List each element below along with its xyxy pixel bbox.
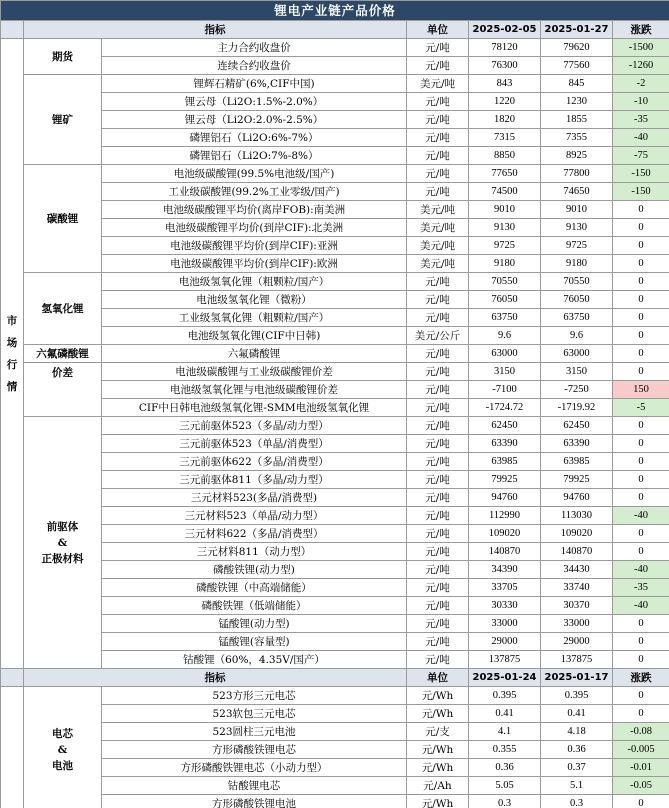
change-value: 0 — [613, 255, 669, 273]
change-value: -150 — [613, 165, 669, 183]
value-previous: 33740 — [541, 579, 613, 597]
header-blank — [1, 669, 24, 687]
table-row — [1, 291, 669, 309]
table-row — [1, 615, 669, 633]
change-value: -150 — [613, 183, 669, 201]
value-current: 140870 — [469, 543, 541, 561]
table-row — [1, 741, 669, 759]
change-value: -5 — [613, 399, 669, 417]
change-value: 0 — [613, 705, 669, 723]
change-value: 0 — [613, 489, 669, 507]
unit: 元/吨 — [407, 111, 469, 129]
indicator-name: 电池级碳酸锂(99.5%电池级/国产) — [102, 165, 407, 183]
unit: 元/吨 — [407, 489, 469, 507]
unit: 元/吨 — [407, 381, 469, 399]
indicator-name: 三元前驱体523（单晶/消费型） — [102, 435, 407, 453]
value-current: 9180 — [469, 255, 541, 273]
value-previous: 63000 — [541, 345, 613, 363]
value-previous: 70550 — [541, 273, 613, 291]
change-value: 0 — [613, 435, 669, 453]
indicator-name: 锰酸锂(容量型) — [102, 633, 407, 651]
value-previous: 0.36 — [541, 741, 613, 759]
value-previous: 140870 — [541, 543, 613, 561]
indicator-name: 钴酸锂电芯 — [102, 777, 407, 795]
unit: 元/吨 — [407, 345, 469, 363]
table-row — [1, 687, 669, 705]
unit: 美元/吨 — [407, 237, 469, 255]
value-previous: 113030 — [541, 507, 613, 525]
change-value: 0 — [613, 795, 669, 808]
value-current: 7315 — [469, 129, 541, 147]
value-current: 9725 — [469, 237, 541, 255]
value-previous: 9725 — [541, 237, 613, 255]
value-current: 0.36 — [469, 759, 541, 777]
indicator-name: 工业级碳酸锂(99.2%工业零级/国产) — [102, 183, 407, 201]
change-value: -35 — [613, 111, 669, 129]
table-row — [1, 381, 669, 399]
indicator-name: 三元前驱体811（多晶/动力型） — [102, 471, 407, 489]
value-previous: 0.37 — [541, 759, 613, 777]
value-previous: 30370 — [541, 597, 613, 615]
indicator-name: 三元材料523(多晶/消费型) — [102, 489, 407, 507]
value-current: 63000 — [469, 345, 541, 363]
indicator-name: 电池级碳酸锂平均价(到岸CIF):北美洲 — [102, 219, 407, 237]
value-previous: -7250 — [541, 381, 613, 399]
table-row — [1, 651, 669, 669]
indicator-name: 钴酸锂（60%，4.35V/国产） — [102, 651, 407, 669]
indicator-name: 三元材料811（动力型） — [102, 543, 407, 561]
value-current: 30330 — [469, 597, 541, 615]
indicator-name: 锰酸锂(动力型) — [102, 615, 407, 633]
value-current: 77650 — [469, 165, 541, 183]
indicator-name: 电池级氢氧化锂(CIF中日韩) — [102, 327, 407, 345]
group-label: 期货 — [24, 39, 102, 75]
group-label: 价差 — [24, 363, 102, 417]
header-date-previous: 2025-01-17 — [541, 669, 613, 687]
value-previous: 1855 — [541, 111, 613, 129]
group-label-line: 电芯 — [52, 727, 73, 740]
value-current: 4.1 — [469, 723, 541, 741]
value-previous: 109020 — [541, 525, 613, 543]
value-previous: 0.41 — [541, 705, 613, 723]
table-row — [1, 165, 669, 183]
header-row-2 — [1, 669, 669, 687]
indicator-name: 磷酸铁锂(动力型) — [102, 561, 407, 579]
value-current: 0.41 — [469, 705, 541, 723]
table-row — [1, 489, 669, 507]
market-label-char: 市 — [6, 314, 18, 327]
change-value: -1500 — [613, 39, 669, 57]
group-label: 锂矿 — [24, 75, 102, 165]
unit: 元/吨 — [407, 57, 469, 75]
value-previous: 8925 — [541, 147, 613, 165]
change-value: 0 — [613, 291, 669, 309]
value-current: 74500 — [469, 183, 541, 201]
value-previous: 76050 — [541, 291, 613, 309]
market-label-char: 行 — [6, 358, 18, 371]
table-row — [1, 201, 669, 219]
value-previous: -1719.92 — [541, 399, 613, 417]
indicator-name: 方形磷酸铁锂电池 — [102, 795, 407, 808]
value-current: 34390 — [469, 561, 541, 579]
value-current: 112990 — [469, 507, 541, 525]
change-value: -40 — [613, 129, 669, 147]
unit: 元/Wh — [407, 705, 469, 723]
indicator-name: 六氟磷酸锂 — [102, 345, 407, 363]
value-current: -7100 — [469, 381, 541, 399]
header-indicator: 指标 — [24, 21, 407, 39]
table-row — [1, 543, 669, 561]
indicator-name: 电池级氢氧化锂（粗颗粒/国产） — [102, 273, 407, 291]
indicator-name: 锂辉石精矿(6%,CIF中国) — [102, 75, 407, 93]
table-row — [1, 777, 669, 795]
header-date-current: 2025-01-24 — [469, 669, 541, 687]
indicator-name: 磷锂铝石（Li2O:6%-7%） — [102, 129, 407, 147]
value-previous: 9.6 — [541, 327, 613, 345]
unit: 美元/吨 — [407, 255, 469, 273]
market-label-char: 场 — [6, 336, 18, 349]
value-previous: 94760 — [541, 489, 613, 507]
value-current: 63750 — [469, 309, 541, 327]
header-indicator: 指标 — [24, 669, 407, 687]
indicator-name: 连续合约收盘价 — [102, 57, 407, 75]
value-current: 1820 — [469, 111, 541, 129]
change-value: 0 — [613, 363, 669, 381]
value-current: 9.6 — [469, 327, 541, 345]
table-row — [1, 579, 669, 597]
group-label — [24, 417, 102, 669]
change-value: 0 — [613, 201, 669, 219]
change-value: -0.01 — [613, 759, 669, 777]
value-current: 9010 — [469, 201, 541, 219]
value-previous: 29000 — [541, 633, 613, 651]
unit: 元/吨 — [407, 273, 469, 291]
change-value: 0 — [613, 237, 669, 255]
change-value: -10 — [613, 93, 669, 111]
header-change: 涨跌 — [613, 21, 669, 39]
value-current: 137875 — [469, 651, 541, 669]
change-value: 0 — [613, 309, 669, 327]
table-row — [1, 633, 669, 651]
value-current: 0.355 — [469, 741, 541, 759]
indicator-name: 电池级碳酸锂与工业级碳酸锂价差 — [102, 363, 407, 381]
unit: 元/支 — [407, 723, 469, 741]
indicator-name: CIF中日韩电池级氢氧化锂-SMM电池级氢氧化锂 — [102, 399, 407, 417]
value-current: 63985 — [469, 453, 541, 471]
value-previous: 5.1 — [541, 777, 613, 795]
value-current: 9130 — [469, 219, 541, 237]
group-label-line: & — [57, 536, 68, 549]
value-previous: 74650 — [541, 183, 613, 201]
table-row — [1, 345, 669, 363]
value-previous: 33000 — [541, 615, 613, 633]
unit: 元/吨 — [407, 579, 469, 597]
value-previous: 0.395 — [541, 687, 613, 705]
unit: 元/吨 — [407, 183, 469, 201]
unit: 元/Wh — [407, 759, 469, 777]
table-row — [1, 597, 669, 615]
value-previous: 77560 — [541, 57, 613, 75]
unit: 元/吨 — [407, 633, 469, 651]
unit: 元/Wh — [407, 741, 469, 759]
indicator-name: 523方形三元电芯 — [102, 687, 407, 705]
value-current: 5.05 — [469, 777, 541, 795]
unit: 元/吨 — [407, 147, 469, 165]
table-row — [1, 219, 669, 237]
table-row — [1, 129, 669, 147]
value-current: 62450 — [469, 417, 541, 435]
unit: 元/吨 — [407, 435, 469, 453]
value-previous: 1230 — [541, 93, 613, 111]
change-value: 0 — [613, 471, 669, 489]
change-value: -0.005 — [613, 741, 669, 759]
value-current: 79925 — [469, 471, 541, 489]
unit: 元/吨 — [407, 453, 469, 471]
table-row — [1, 75, 669, 93]
value-previous: 9180 — [541, 255, 613, 273]
table-title: 锂电产业链产品价格 — [1, 1, 669, 21]
indicator-name: 工业级氢氧化锂（粗颗粒/国产） — [102, 309, 407, 327]
unit: 元/吨 — [407, 363, 469, 381]
unit: 美元/吨 — [407, 75, 469, 93]
table-row — [1, 471, 669, 489]
unit: 元/吨 — [407, 309, 469, 327]
value-previous: 63985 — [541, 453, 613, 471]
header-change: 涨跌 — [613, 669, 669, 687]
unit: 美元/公斤 — [407, 327, 469, 345]
left-blank — [1, 687, 24, 808]
change-value: -0.05 — [613, 777, 669, 795]
indicator-name: 磷酸铁锂（低端储能） — [102, 597, 407, 615]
change-value: 0 — [613, 273, 669, 291]
table-row — [1, 759, 669, 777]
value-current: 843 — [469, 75, 541, 93]
header-date-current: 2025-02-05 — [469, 21, 541, 39]
value-previous: 3150 — [541, 363, 613, 381]
value-previous: 63390 — [541, 435, 613, 453]
table-row — [1, 57, 669, 75]
unit: 美元/吨 — [407, 219, 469, 237]
table-row — [1, 705, 669, 723]
value-previous: 79620 — [541, 39, 613, 57]
unit: 元/吨 — [407, 525, 469, 543]
change-value: 0 — [613, 453, 669, 471]
change-value: -40 — [613, 507, 669, 525]
table-row — [1, 561, 669, 579]
market-label — [1, 39, 24, 669]
table-row — [1, 417, 669, 435]
value-previous: 4.18 — [541, 723, 613, 741]
table-row — [1, 237, 669, 255]
table-row — [1, 525, 669, 543]
header-unit: 单位 — [407, 669, 469, 687]
indicator-name: 锂云母（Li2O:1.5%-2.0%） — [102, 93, 407, 111]
change-value: -75 — [613, 147, 669, 165]
header-date-previous: 2025-01-27 — [541, 21, 613, 39]
value-current: 76300 — [469, 57, 541, 75]
indicator-name: 电池级碳酸锂平均价(离岸FOB):南美洲 — [102, 201, 407, 219]
value-previous: 9010 — [541, 201, 613, 219]
table-row — [1, 507, 669, 525]
unit: 元/吨 — [407, 93, 469, 111]
group-label — [24, 687, 102, 808]
unit: 元/吨 — [407, 129, 469, 147]
unit: 元/吨 — [407, 165, 469, 183]
change-value: -2 — [613, 75, 669, 93]
unit: 元/吨 — [407, 417, 469, 435]
change-value: -40 — [613, 597, 669, 615]
table-row — [1, 147, 669, 165]
change-value: 0 — [613, 615, 669, 633]
change-value: -0.08 — [613, 723, 669, 741]
table-row — [1, 453, 669, 471]
table-row — [1, 363, 669, 381]
unit: 元/吨 — [407, 651, 469, 669]
indicator-name: 方形磷酸铁锂电芯 — [102, 741, 407, 759]
value-current: 8850 — [469, 147, 541, 165]
indicator-name: 电池级氢氧化锂与电池级碳酸锂价差 — [102, 381, 407, 399]
table-row — [1, 723, 669, 741]
indicator-name: 三元材料622（多晶/消费型） — [102, 525, 407, 543]
unit: 元/吨 — [407, 507, 469, 525]
group-label: 氢氧化锂 — [24, 273, 102, 345]
table-row — [1, 39, 669, 57]
indicator-name: 锂云母（Li2O:2.0%-2.5%） — [102, 111, 407, 129]
change-value: -1260 — [613, 57, 669, 75]
value-current: 63390 — [469, 435, 541, 453]
value-previous: 62450 — [541, 417, 613, 435]
indicator-name: 方形磷酸铁锂电芯（小动力型） — [102, 759, 407, 777]
indicator-name: 磷酸铁锂（中高端储能） — [102, 579, 407, 597]
unit: 美元/吨 — [407, 201, 469, 219]
table-row — [1, 273, 669, 291]
value-previous: 845 — [541, 75, 613, 93]
unit: 元/吨 — [407, 543, 469, 561]
value-current: 0.395 — [469, 687, 541, 705]
table-row — [1, 255, 669, 273]
value-previous: 34430 — [541, 561, 613, 579]
unit: 元/吨 — [407, 471, 469, 489]
value-previous: 77800 — [541, 165, 613, 183]
unit: 元/Ah — [407, 777, 469, 795]
change-value: 150 — [613, 381, 669, 399]
indicator-name: 主力合约收盘价 — [102, 39, 407, 57]
indicator-name: 523软包三元电芯 — [102, 705, 407, 723]
value-current: 33000 — [469, 615, 541, 633]
unit: 元/Wh — [407, 795, 469, 808]
unit: 元/吨 — [407, 291, 469, 309]
group-label-line: 前驱体 — [46, 520, 79, 533]
header-unit: 单位 — [407, 21, 469, 39]
value-current: 78120 — [469, 39, 541, 57]
unit: 元/Wh — [407, 687, 469, 705]
value-current: 33705 — [469, 579, 541, 597]
value-current: -1724.72 — [469, 399, 541, 417]
unit: 元/吨 — [407, 39, 469, 57]
value-current: 109020 — [469, 525, 541, 543]
table-row — [1, 399, 669, 417]
change-value: 0 — [613, 417, 669, 435]
change-value: 0 — [613, 327, 669, 345]
value-previous: 137875 — [541, 651, 613, 669]
indicator-name: 电池级碳酸锂平均价(到岸CIF):欧洲 — [102, 255, 407, 273]
value-current: 0.3 — [469, 795, 541, 808]
change-value: -35 — [613, 579, 669, 597]
table-row — [1, 93, 669, 111]
change-value: 0 — [613, 345, 669, 363]
value-current: 94760 — [469, 489, 541, 507]
indicator-name: 三元前驱体622（多晶/消费型） — [102, 453, 407, 471]
unit: 元/吨 — [407, 399, 469, 417]
change-value: -40 — [613, 561, 669, 579]
indicator-name: 磷锂铝石（Li2O:7%-8%） — [102, 147, 407, 165]
unit: 元/吨 — [407, 561, 469, 579]
indicator-name: 523圆柱三元电池 — [102, 723, 407, 741]
table-row — [1, 111, 669, 129]
header-blank — [1, 21, 24, 39]
value-previous: 0.3 — [541, 795, 613, 808]
value-current: 70550 — [469, 273, 541, 291]
change-value: 0 — [613, 651, 669, 669]
table-row — [1, 795, 669, 808]
value-current: 1220 — [469, 93, 541, 111]
header-row — [1, 21, 669, 39]
value-current: 76050 — [469, 291, 541, 309]
change-value: 0 — [613, 219, 669, 237]
value-previous: 79925 — [541, 471, 613, 489]
value-current: 3150 — [469, 363, 541, 381]
indicator-name: 三元材料523（单晶/动力型） — [102, 507, 407, 525]
indicator-name: 电池级碳酸锂平均价(到岸CIF):亚洲 — [102, 237, 407, 255]
value-current: 29000 — [469, 633, 541, 651]
value-previous: 7355 — [541, 129, 613, 147]
table-row — [1, 183, 669, 201]
change-value: 0 — [613, 525, 669, 543]
market-label-char: 情 — [6, 380, 18, 393]
table-row — [1, 327, 669, 345]
unit: 元/吨 — [407, 597, 469, 615]
change-value: 0 — [613, 687, 669, 705]
value-previous: 9130 — [541, 219, 613, 237]
unit: 元/吨 — [407, 615, 469, 633]
group-label-line: 电池 — [52, 759, 73, 772]
group-label: 六氟磷酸锂 — [24, 345, 102, 363]
table-row — [1, 309, 669, 327]
group-label-line: 正极材料 — [41, 552, 84, 565]
value-previous: 63750 — [541, 309, 613, 327]
table-row — [1, 435, 669, 453]
group-label-line: & — [57, 743, 68, 756]
indicator-name: 电池级氢氧化锂（微粉） — [102, 291, 407, 309]
change-value: 0 — [613, 543, 669, 561]
group-label: 碳酸锂 — [24, 165, 102, 273]
change-value: 0 — [613, 633, 669, 651]
indicator-name: 三元前驱体523（多晶/动力型） — [102, 417, 407, 435]
